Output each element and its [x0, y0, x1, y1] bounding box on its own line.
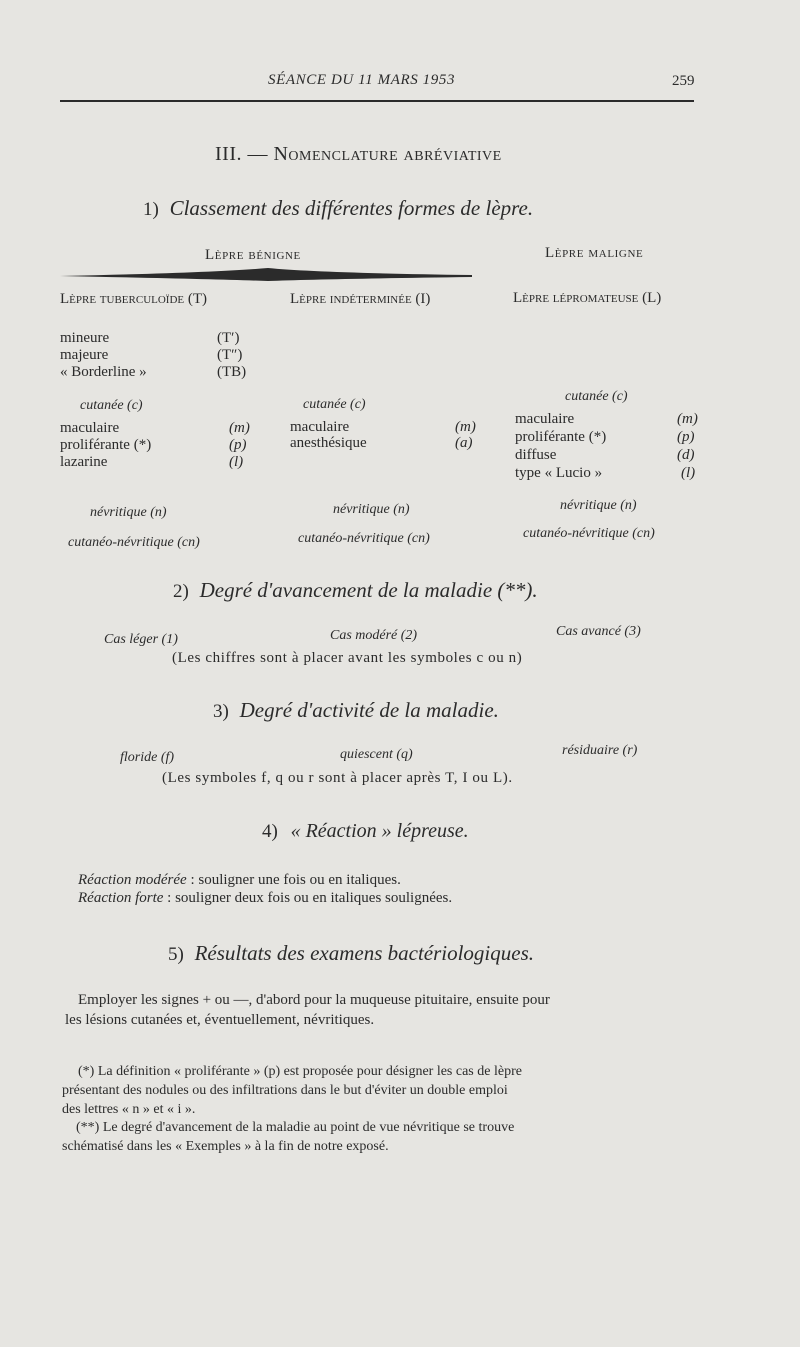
s4-title: « Réaction » lépreuse. [290, 820, 469, 842]
col1-row-label: majeure [60, 347, 109, 363]
residuaire: résiduaire (r) [562, 743, 638, 758]
s3-title: Degré d'activité de la maladie. [239, 698, 499, 722]
s1-heading [143, 196, 533, 221]
s3-heading [213, 698, 499, 723]
footnote-2-line1: (**) Le degré d'avancement de la maladie au point de vue névritique se trouve [76, 1120, 515, 1135]
col3-cutanee: cutanée (c) [565, 389, 628, 404]
s5-number: 5) [168, 944, 184, 965]
s5-heading [168, 941, 534, 966]
col3-heading: Lèpre lépromateuse (L) [513, 290, 662, 306]
col3-cutanee-label: proliférante (*) [515, 429, 607, 445]
col1-cutaneo-nevritique: cutanéo-névritique (cn) [68, 535, 200, 550]
col1-cutanee-label: maculaire [60, 420, 120, 436]
s4-heading [262, 820, 469, 843]
col2-cutanee: cutanée (c) [303, 397, 366, 412]
benign-rule-ornament [60, 268, 472, 284]
s2-heading [173, 578, 538, 603]
col2-cutaneo-nevritique: cutanéo-névritique (cn) [298, 531, 430, 546]
col1-row-label: « Borderline » [60, 364, 147, 380]
s5-paragraph-line2: les lésions cutanées et, éventuellement, névritiques. [65, 1012, 375, 1028]
footnote-1-line2: présentant des nodules ou des infiltrations dans le but d'éviter un double emploi [62, 1083, 508, 1098]
col1-row-symbol: (TB) [217, 364, 247, 380]
reaction-forte-text: : souligner deux fois ou en italiques soulignées. [163, 890, 453, 906]
s3-note: (Les symboles f, q ou r sont à placer après T, I ou L). [162, 770, 513, 786]
col3-cutanee-label: maculaire [515, 411, 575, 427]
s1-title: Classement des différentes formes de lèpre. [169, 196, 534, 220]
header-rule [60, 100, 694, 102]
col2-cutanee-symbol: (m) [455, 419, 476, 435]
col3-cutanee-label: type « Lucio » [515, 465, 603, 481]
col1-cutanee-symbol: (m) [229, 420, 250, 436]
cas-leger: Cas léger (1) [104, 632, 178, 647]
reaction-moderee [78, 872, 401, 889]
floride: floride (f) [120, 750, 175, 765]
col2-cutanee-label: maculaire [290, 419, 350, 435]
col1-row-label: mineure [60, 330, 110, 346]
section-title: III. — Nomenclature abréviative [215, 143, 502, 165]
s2-number: 2) [173, 581, 189, 602]
page-number: 259 [672, 73, 695, 89]
s4-number: 4) [262, 821, 278, 842]
col1-nevritique: névritique (n) [90, 505, 167, 520]
col1-cutanee-symbol: (p) [229, 437, 247, 453]
col3-cutanee-symbol: (p) [677, 429, 695, 445]
reaction-moderee-label: Réaction modérée [78, 872, 187, 888]
reaction-forte-label: Réaction forte [78, 890, 164, 906]
s2-note: (Les chiffres sont à placer avant les symboles c ou n) [172, 650, 523, 666]
footnote-1-line1: (*) La définition « proliférante » (p) est proposée pour désigner les cas de lèpre [78, 1064, 522, 1079]
group-malign: Lèpre maligne [545, 245, 644, 261]
col1-row-symbol: (T″) [217, 347, 243, 363]
col1-cutanee: cutanée (c) [80, 398, 143, 413]
col2-cutanee-symbol: (a) [455, 435, 473, 451]
col3-cutanee-symbol: (l) [681, 465, 696, 481]
reaction-moderee-text: : souligner une fois ou en italiques. [186, 872, 401, 888]
footnote-1-line3: des lettres « n » et « i ». [62, 1102, 196, 1117]
col1-cutanee-label: lazarine [60, 454, 108, 470]
col1-heading: Lèpre tuberculoïde (T) [60, 291, 208, 307]
s5-title: Résultats des examens bactériologiques. [194, 941, 535, 965]
col1-cutanee-symbol: (l) [229, 454, 244, 470]
running-title: SÉANCE DU 11 MARS 1953 [268, 72, 456, 88]
cas-modere: Cas modéré (2) [330, 628, 418, 643]
col3-cutanee-label: diffuse [515, 447, 557, 463]
col3-nevritique: névritique (n) [560, 498, 637, 513]
quiescent: quiescent (q) [340, 747, 413, 762]
s5-paragraph-line1: Employer les signes + ou —, d'abord pour la muqueuse pituitaire, ensuite pour [78, 992, 550, 1008]
col3-cutanee-symbol: (d) [677, 447, 695, 463]
col1-row-symbol: (T′) [217, 330, 240, 346]
col1-cutanee-label: proliférante (*) [60, 437, 152, 453]
col2-nevritique: névritique (n) [333, 502, 410, 517]
col3-cutanee-symbol: (m) [677, 411, 698, 427]
s1-number: 1) [143, 199, 159, 220]
col2-cutanee-label: anesthésique [290, 435, 367, 451]
footnote-2-line2: schématisé dans les « Exemples » à la fin de notre exposé. [62, 1139, 389, 1154]
cas-avance: Cas avancé (3) [556, 624, 641, 639]
s3-number: 3) [213, 701, 229, 722]
col3-cutaneo-nevritique: cutanéo-névritique (cn) [523, 526, 655, 541]
s2-title: Degré d'avancement de la maladie (**). [199, 578, 538, 602]
group-benign: Lèpre bénigne [205, 247, 301, 263]
col2-heading: Lèpre indéterminée (I) [290, 291, 431, 307]
reaction-forte [78, 890, 452, 907]
